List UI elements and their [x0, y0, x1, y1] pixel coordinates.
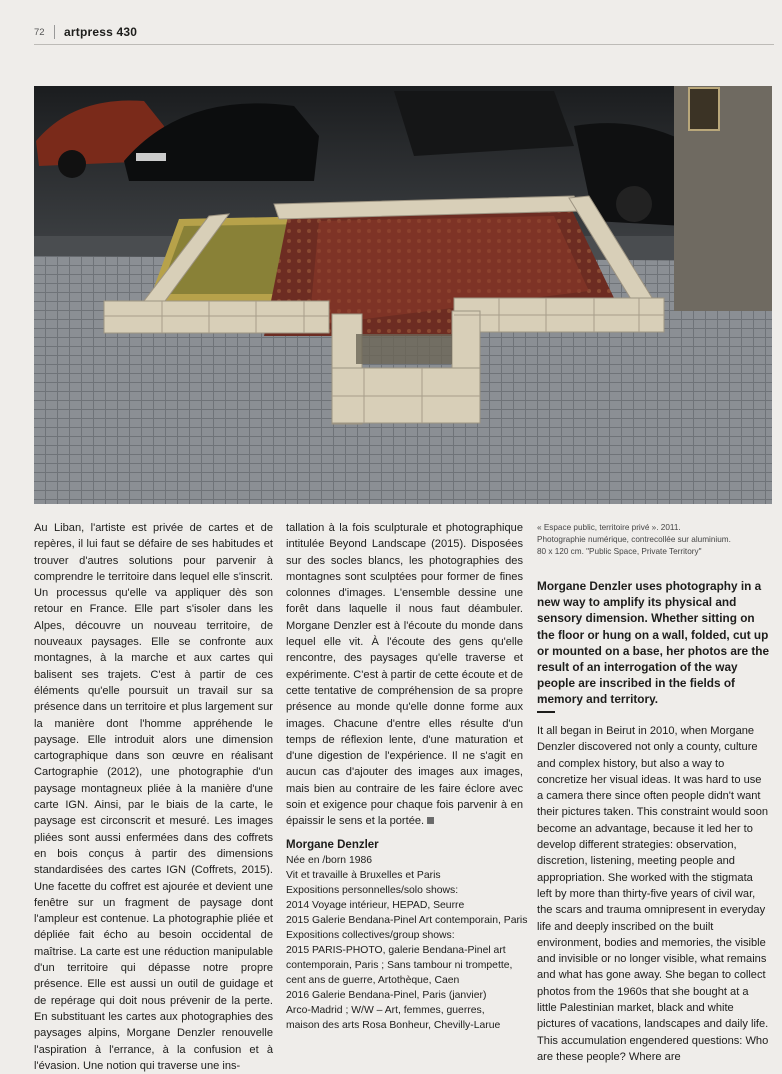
french-column-2-text: tallation à la fois sculpturale et photographique intitulée Beyond Landscape (2015). Disposées sur des socles blancs, les photographies des montagnes sont sculptées pour former de fines colonnes d'images. L'ensemble dessine une forêt dans laquelle il nous faut déambuler. Morgane Denzler est à l'écoute du monde dans lequel elle vit. À l'écoute des gens qu'elle rencontre, des paysages qu'elle traverse et expérimente. C'est à partir de cette écoute et de cette tentative de compréhension de sa propre présence au monde qu'elle donne forme aux images. Chacune d'entre elles résulte d'un temps de réflexion lente, d'une maturation et d'une digestion de l'expérience. Il ne s'agit en aucun cas d'ajouter des images aux images, mais bien au contraire de les faire éclore avec soin et exigence pour chaque fois parvenir à en épaissir le sens et la portée. — [286, 522, 523, 828]
artist-bio — [286, 838, 532, 1033]
bio-line: Expositions collectives/group shows: — [286, 930, 455, 941]
section-rule — [537, 711, 555, 713]
bio-name: Morgane Denzler — [286, 839, 379, 851]
caption-line: « Espace public, territoire privé ». 2011. — [537, 523, 681, 532]
magazine-title: artpress 430 — [64, 25, 138, 39]
bio-line: Née en /born 1986 — [286, 855, 373, 866]
bio-line: maison des arts Rosa Bonheur, Chevilly-Larue — [286, 1020, 501, 1031]
bio-line: 2014 Voyage intérieur, HEPAD, Seurre — [286, 900, 465, 911]
english-summary: Morgane Denzler uses photography in a new way to amplify its physical and sensory dimension. Whether sitting on the floor or hung on a wall, folded, cut up or mounted on a base, her photos are the result of an interrogation of the way people are inscribed in the fields of memory and territory. — [537, 579, 770, 707]
bio-line: Vit et travaille à Bruxelles et Paris — [286, 870, 441, 881]
page-header — [34, 24, 774, 45]
end-mark-icon — [427, 817, 434, 824]
bio-line: 2015 PARIS-PHOTO, galerie Bendana-Pinel art — [286, 945, 506, 956]
header-divider — [54, 25, 55, 39]
bio-line: 2015 Galerie Bendana-Pinel Art contemporain, Paris — [286, 915, 528, 926]
bio-line: cent ans de guerre, Artothèque, Caen — [286, 975, 460, 986]
bio-line: Expositions personnelles/solo shows: — [286, 885, 459, 896]
english-text: It all began in Beirut in 2010, when Morgane Denzler discovered not only a county, culture and complex history, but also a way to concretize her visual ideas. It was hard to use a camera there since often people didn't want their pictures taken. This constraint would soon become an advantage, because it led her to develop different strategies: observation, discretion, listening, meeting people and appropriation. She worked with the stigmata left by more than thirty-five years of civil war, the scars and trauma omnipresent in everyday life and deeply inscribed on the built environment, bodies and memories, the visible and invisible or no longer visible, what remains and what has gone away. She began to collect photos from the 1960s that she bought at a little Palestinian market, black and white pictures of vacations, landscapes and daily life. This accumulation engendered questions: Who are these people? Where are — [537, 725, 769, 1063]
installation-photo — [34, 86, 772, 504]
bio-line: Arco-Madrid ; W/W – Art, femmes, guerres, — [286, 1005, 485, 1016]
bio-line: 2016 Galerie Bendana-Pinel, Paris (janvier) — [286, 990, 487, 1001]
caption-line: 80 x 120 cm. "Public Space, Private Territory" — [537, 546, 702, 556]
photo-caption — [537, 522, 773, 557]
caption-line: Photographie numérique, contrecollée sur aluminium. — [537, 534, 731, 544]
french-column-2 — [286, 520, 523, 830]
bio-line: contemporain, Paris ; Sans tambour ni trompette, — [286, 960, 513, 971]
french-column-1: Au Liban, l'artiste est privée de cartes et de repères, il lui faut se défaire de ses habitudes et trouver d'autres solutions pour parvenir à comprendre le territoire dans lequel elle s'inscrit. Un processus qu'elle va appliquer dès son retour en France. Elle part s'isoler dans les Alpes, découvre un nouveau territoire, de nouveaux paysages. Elle se confronte aux montagnes, à la marche et aux cartes qui balisent ses trajets. C'est à partir de ces éléments qu'elle poursuit un travail sur sa présence dans un territoire et plus largement sur la manière dont l'homme appréhende le paysage. Elle introduit alors une dimension cartographique dans son œuvre en réalisant Cartographie (2012), une photographie d'un paysage montagneux pliée à la manière d'une carte IGN. Ainsi, par le biais de la carte, le paysage est circonscrit et mesuré. Les images pliées sont aussi enfermées dans des coffrets en bois conçus à partir des dimensions standardisées des cartes IGN (Coffrets, 2015). Une facette du coffret est ajourée et devient une fenêtre sur un fragment de paysage dont l'ampleur est contenue. La photographie pliée et dépliée fait écho au besoin occidental de maîtrise. La carte est une réduction manipulable d'un territoire qui dépasse notre propre présence. Elle est aussi un outil de guidage et de repérage qui doit nous prévenir de la perte. En substituant les cartes aux photographies des paysages alpins, Morgane Denzler renouvelle l'aspiration à l'errance, à la confusion et à l'évasion. Une notion qui traverse une ins- — [34, 522, 273, 1072]
page-number: 72 — [34, 27, 45, 38]
